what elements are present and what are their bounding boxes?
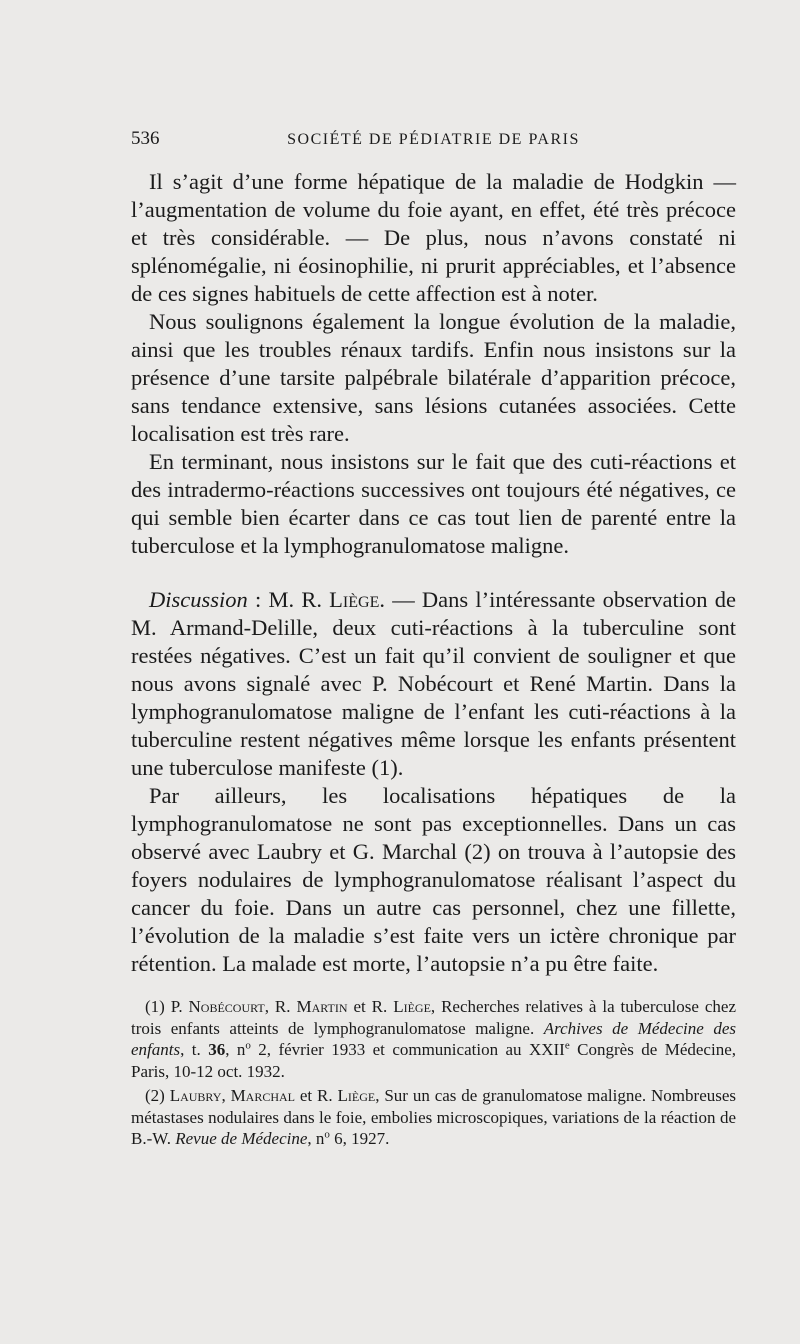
running-header	[131, 128, 736, 149]
footnote-author: Liège	[393, 997, 431, 1016]
running-title: SOCIÉTÉ DE PÉDIATRIE DE PARIS	[287, 131, 580, 148]
footnote-text: , n	[225, 1040, 246, 1059]
footnote-text: 6, 1927.	[329, 1129, 390, 1148]
discussion-label: Discussion	[149, 587, 248, 612]
footnote-2	[131, 1085, 736, 1150]
footnote-text: , t.	[180, 1040, 209, 1059]
footnote-superscript: o	[324, 1128, 330, 1141]
footnote-1	[131, 996, 736, 1082]
main-text	[131, 168, 736, 978]
footnotes	[131, 996, 736, 1153]
footnote-mark: (2)	[145, 1086, 170, 1105]
footnote-text: , Recherches relatives à la tuberculose chez trois enfants atteints de lymphogranulomatose maligne.	[131, 997, 736, 1038]
footnote-text: , Sur un cas de granulomatose maligne. Nombreuses métastases nodulaires dans le foie, embolies microscopiques, variations de la réaction de B.-W.	[131, 1086, 737, 1148]
discussion-speaker: Liège	[329, 587, 380, 612]
footnote-sep: ,	[221, 1086, 231, 1105]
footnote-author: Marchal	[230, 1086, 296, 1105]
footnote-sep: , R.	[264, 997, 297, 1016]
footnote-author: Laubry	[169, 1086, 222, 1105]
footnote-author: Martin	[296, 997, 348, 1016]
footnote-author: Nobécourt	[188, 997, 265, 1016]
discussion-separator: : M. R.	[247, 587, 330, 612]
footnote-text: 2, février 1933 et communication au XXII	[250, 1040, 565, 1059]
footnote-sep: et R.	[295, 1086, 338, 1105]
paragraph-3: En terminant, nous insistons sur le fait que des cuti-réactions et des intradermo-réactions successives ont toujours été négatives, ce qui semble bien écarter dans ce cas tout lien de parenté entre la tuberculose et la lymphogranulomatose maligne.	[131, 449, 736, 558]
footnote-author: Liège	[337, 1086, 376, 1105]
footnote-journal: Archives de Médecine des enfants	[131, 1018, 736, 1059]
discussion-text: . — Dans l’intéressante observation de M. Armand-Delille, deux cuti-réactions à la tuberculine sont restées négatives. C’est un fait qu’il convient de souligner et que nous avons signalé avec P. Nobécourt et René Martin. Dans la lymphogranulomatose maligne de l’enfant les cuti-réactions à la tuberculine restent négatives même lorsque les enfants présentent une tuberculose manifeste (1).	[131, 587, 736, 780]
footnote-text: , n	[307, 1129, 325, 1148]
footnote-volume: 36	[208, 1040, 226, 1059]
footnote-superscript: e	[564, 1039, 570, 1052]
paragraph-1: Il s’agit d’une forme hépatique de la maladie de Hodgkin — l’augmentation de volume du foie ayant, en effet, été très précoce et très considérable. — De plus, nous n’avons constaté ni splénomégalie, ni éosinophilie, ni prurit appréciables, et l’absence de ces signes habituels de cette affection est à noter.	[131, 169, 736, 306]
footnote-sep: et R.	[347, 997, 394, 1016]
footnote-journal: Revue de Médecine	[175, 1129, 308, 1148]
footnote-superscript: o	[245, 1039, 251, 1052]
footnote-text: Congrès de Médecine, Paris, 10-12 oct. 1932.	[131, 1040, 736, 1081]
discussion-paragraph	[131, 586, 736, 782]
footnote-mark: (1) P.	[145, 997, 189, 1016]
page-number: 536	[131, 128, 160, 149]
discussion-paragraph-2: Par ailleurs, les localisations hépatiques de la lymphogranulomatose ne sont pas exceptionnelles. Dans un cas observé avec Laubry et G. Marchal (2) on trouva à l’autopsie des foyers nodulaires de lymphogranulomatose réalisant l’aspect du cancer du foie. Dans un autre cas personnel, chez une fillette, l’évolution de la maladie s’est faite vers un ictère chronique par rétention. La malade est morte, l’autopsie n’a pu être faite.	[131, 783, 736, 976]
paragraph-2: Nous soulignons également la longue évolution de la maladie, ainsi que les troubles rénaux tardifs. Enfin nous insistons sur la présence d’une tarsite palpébrale bilatérale d’apparition précoce, sans tendance extensive, sans lésions cutanées associées. Cette localisation est très rare.	[131, 309, 736, 446]
